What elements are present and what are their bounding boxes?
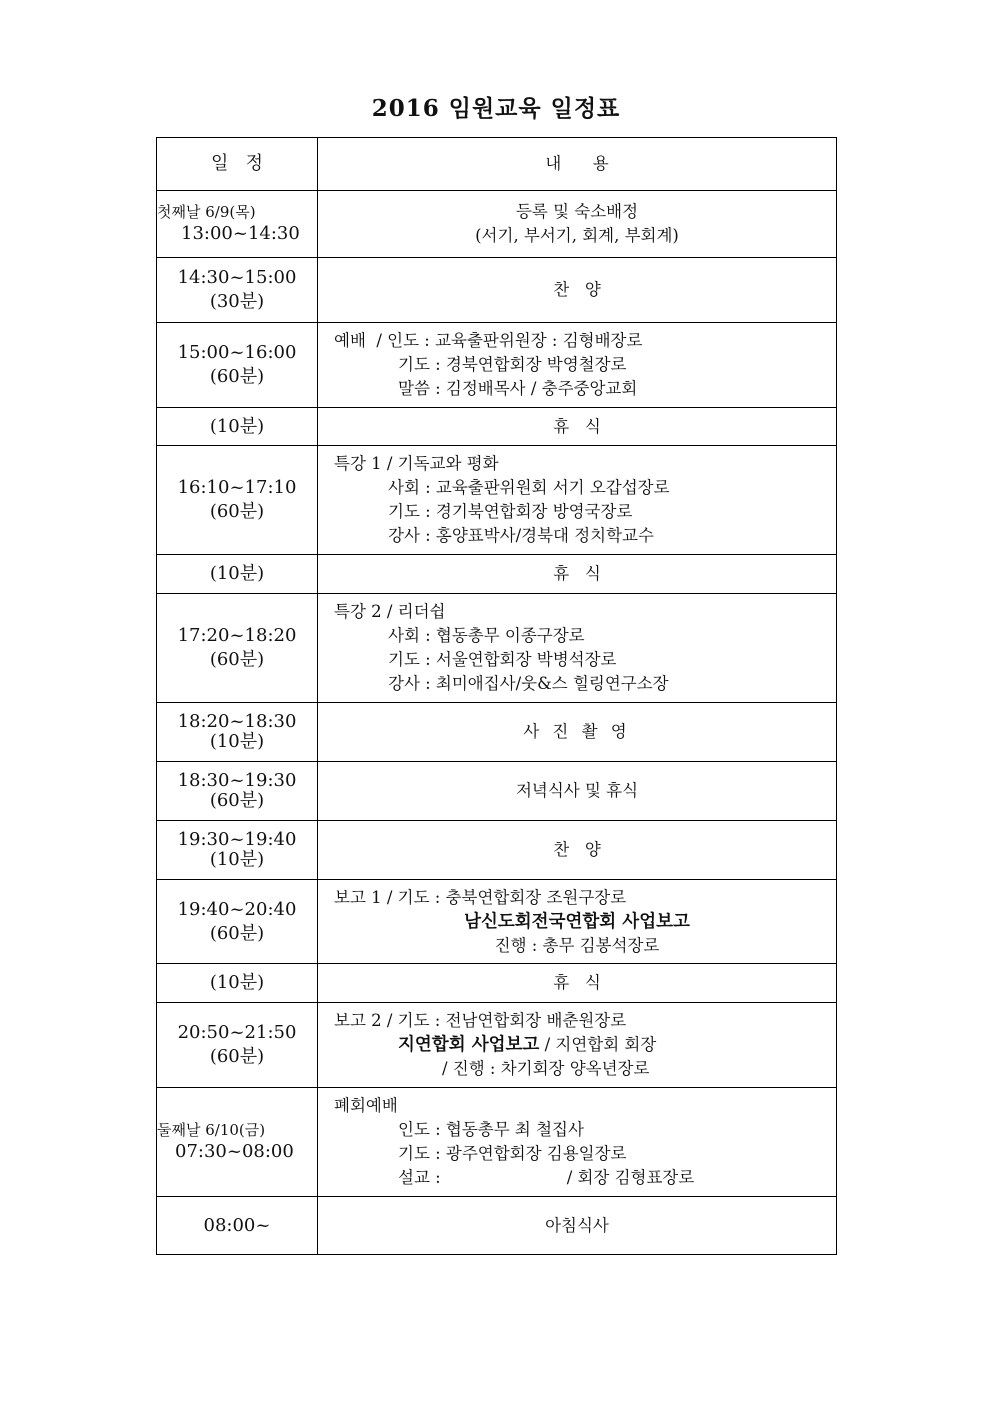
time-cell: 19:30~19:40 (10분) <box>157 821 318 880</box>
content-cell: 특강 1 / 기독교와 평화 사회 : 교육출판위원회 서기 오갑섭장로 기도 : 경기북연합회장 방영국장로 강사 : 홍양표박사/경북대 정치학교수 <box>318 446 837 555</box>
table-row <box>157 323 837 408</box>
content-cell: 휴 식 <box>318 964 837 1003</box>
header-row <box>157 138 837 191</box>
content-cell: 보고 1 / 기도 : 충북연합회장 조원구장로 남신도회전국연합회 사업보고 진행 : 총무 김봉석장로 <box>318 880 837 964</box>
content-cell: 폐회예배 인도 : 협동총무 최 철집사 기도 : 광주연합회장 김용일장로 설교 : / 회장 김형표장로 <box>318 1088 837 1197</box>
table-row <box>157 880 837 964</box>
content-cell: 보고 2 / 기도 : 전남연합회장 배춘원장로 지연합회 사업보고 / 지연합회 회장 / 진행 : 차기회장 양옥년장로 <box>318 1003 837 1088</box>
header-time: 일 정 <box>157 138 318 191</box>
time-cell: 첫째날 6/9(목) 13:00~14:30 <box>157 191 318 258</box>
page-title: 2016 임원교육 일정표 <box>371 95 621 122</box>
content-cell: 등록 및 숙소배정 (서기, 부서기, 회계, 부회계) <box>318 191 837 258</box>
content-cell: 예배 / 인도 : 교육출판위원장 : 김형배장로 기도 : 경북연합회장 박영철장로 말씀 : 김정배목사 / 충주중앙교회 <box>318 323 837 408</box>
table-row <box>157 191 837 258</box>
table-row <box>157 964 837 1003</box>
time-cell: 08:00~ <box>157 1197 318 1255</box>
content-cell: 찬 양 <box>318 821 837 880</box>
time-cell: 15:00~16:00 (60분) <box>157 323 318 408</box>
time-cell: (10분) <box>157 555 318 594</box>
report-title: 지연합회 사업보고 <box>398 1035 540 1055</box>
content-cell: 사 진 촬 영 <box>318 703 837 762</box>
content-cell: 휴 식 <box>318 555 837 594</box>
time-cell: 14:30~15:00 (30분) <box>157 258 318 323</box>
content-cell: 아침식사 <box>318 1197 837 1255</box>
time-cell: (10분) <box>157 408 318 446</box>
header-content: 내 용 <box>318 138 837 191</box>
content-cell: 저녁식사 및 휴식 <box>318 762 837 821</box>
time-cell: 20:50~21:50 (60분) <box>157 1003 318 1088</box>
table-row <box>157 594 837 703</box>
table-row <box>157 1197 837 1255</box>
time-cell: 16:10~17:10 (60분) <box>157 446 318 555</box>
content-cell: 찬 양 <box>318 258 837 323</box>
table-row <box>157 258 837 323</box>
table-row <box>157 1088 837 1197</box>
time-cell: (10분) <box>157 964 318 1003</box>
table-row <box>157 446 837 555</box>
time-cell: 둘째날 6/10(금) 07:30~08:00 <box>157 1088 318 1197</box>
time-cell: 18:30~19:30 (60분) <box>157 762 318 821</box>
table-row <box>157 408 837 446</box>
table-row <box>157 555 837 594</box>
table-row <box>157 703 837 762</box>
table-row <box>157 821 837 880</box>
content-cell: 특강 2 / 리더쉽 사회 : 협동총무 이종구장로 기도 : 서울연합회장 박병석장로 강사 : 최미애집사/웃&스 힐링연구소장 <box>318 594 837 703</box>
schedule-table <box>156 137 837 1255</box>
time-cell: 18:20~18:30 (10분) <box>157 703 318 762</box>
time-cell: 17:20~18:20 (60분) <box>157 594 318 703</box>
content-cell: 휴 식 <box>318 408 837 446</box>
table-row <box>157 762 837 821</box>
time-cell: 19:40~20:40 (60분) <box>157 880 318 964</box>
table-row <box>157 1003 837 1088</box>
